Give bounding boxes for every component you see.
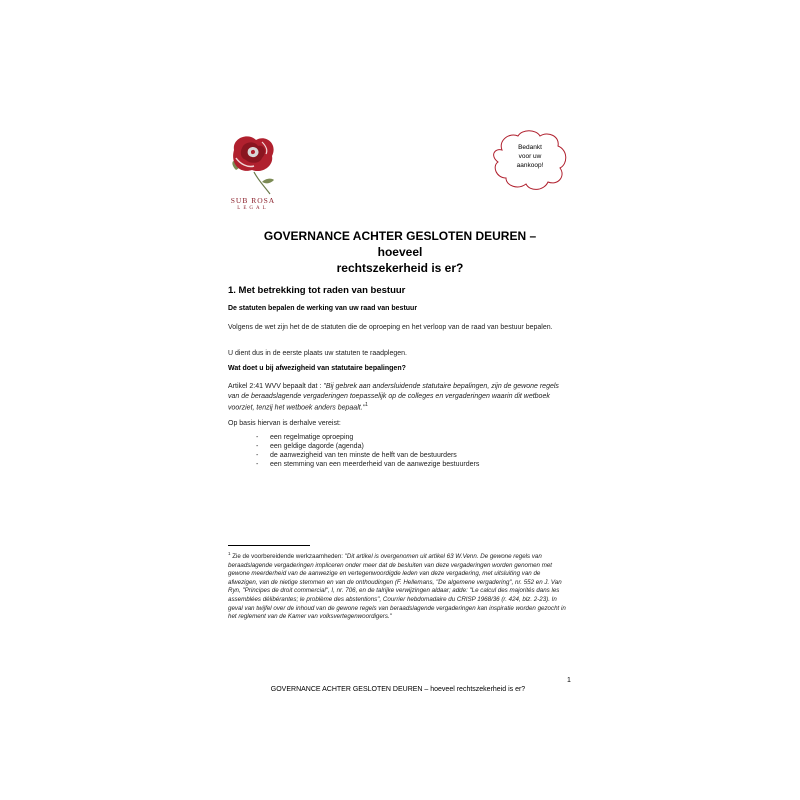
footnote-divider — [228, 545, 310, 546]
document-title: GOVERNANCE ACHTER GESLOTEN DEUREN – hoeveel rechtszekerheid is er? — [263, 229, 537, 275]
list-item: - de aanwezigheid van ten minste de helft van de bestuurders — [256, 451, 479, 460]
paragraph-vereist: Op basis hiervan is derhalve vereist: — [228, 420, 341, 427]
paragraph-raadplegen: U dient dus in de eerste plaats uw statuten te raadplegen. — [228, 350, 408, 357]
requirements-list — [256, 433, 479, 469]
page-number: 1 — [567, 677, 571, 684]
list-item: - een stemming van een meerderheid van de aanwezige bestuurders — [256, 460, 479, 469]
section-heading: 1. Met betrekking tot raden van bestuur — [228, 285, 406, 296]
thank-you-text: Bedankt voor uw aankoop! — [516, 144, 544, 169]
logo-name: SUB ROSA — [230, 196, 276, 205]
paragraph-artikel: Artikel 2:41 WVV bepaalt dat : "Bij gebrek aan andersluidende statutaire bepalingen, zijn de gewone regels van de beraadslagende vergaderingen toepasselijk op de colleges en vergaderingen waarin dit wetboek voorziet, tenzij het wetboek anders bepaalt."$^1$ — [228, 383, 559, 412]
footnote-marker: 1 — [228, 551, 231, 556]
logo-subtitle: LEGAL — [237, 206, 269, 211]
page-footer: GOVERNANCE ACHTER GESLOTEN DEUREN – hoeveel rechtszekerheid is er? — [270, 686, 526, 693]
subheading-statuten: De statuten bepalen de werking van uw raad van bestuur — [228, 305, 418, 312]
footnote-ref[interactable]: 1 — [365, 402, 368, 408]
footnote: $^1$ Zie de voorbereidende werkzaamheden: "Dit artikel is overgenomen uit artikel 63 W.Venn. De gewone regels van beraadslagende vergaderingen impliceren onder meer dat de besluiten van deze vergaderingen worden genomen met gewone meerderheid van de aanwezige en vertegenwoordigde leden van deze vergadering, met uitsluiting van de afwezigen, van de nietige stemmen en van de onthoudingen (F. Hellemans, "De algemene vergadering", nr. 552 en J. Van Ryn, "Principes de droit commercial", I, nr. 706, en de talrijke verwijzingen aldaar; adde: "Le calcul des majorités dans les assemblées délibérantes; le problème des abstentions", Courrier hebdomadaire du CRISP 1968/36 (r. 424, blz. 2-23). In geval van twijfel over de inhoud van de gewone regels van beraadslagende vergaderingen kan inspiratie worden gezocht in het reglement van de Kamer van volksvertegenwoordigers." — [228, 551, 566, 621]
paragraph-wet: Volgens de wet zijn het de de statuten die de oproeping en het verloop van de raad van bestuur bepalen. — [228, 324, 553, 331]
list-item: - een regelmatige oproeping — [256, 433, 479, 442]
subheading-afwezigheid: Wat doet u bij afwezigheid van statutaire bepalingen? — [228, 365, 406, 372]
list-item: - een geldige dagorde (agenda) — [256, 442, 479, 451]
